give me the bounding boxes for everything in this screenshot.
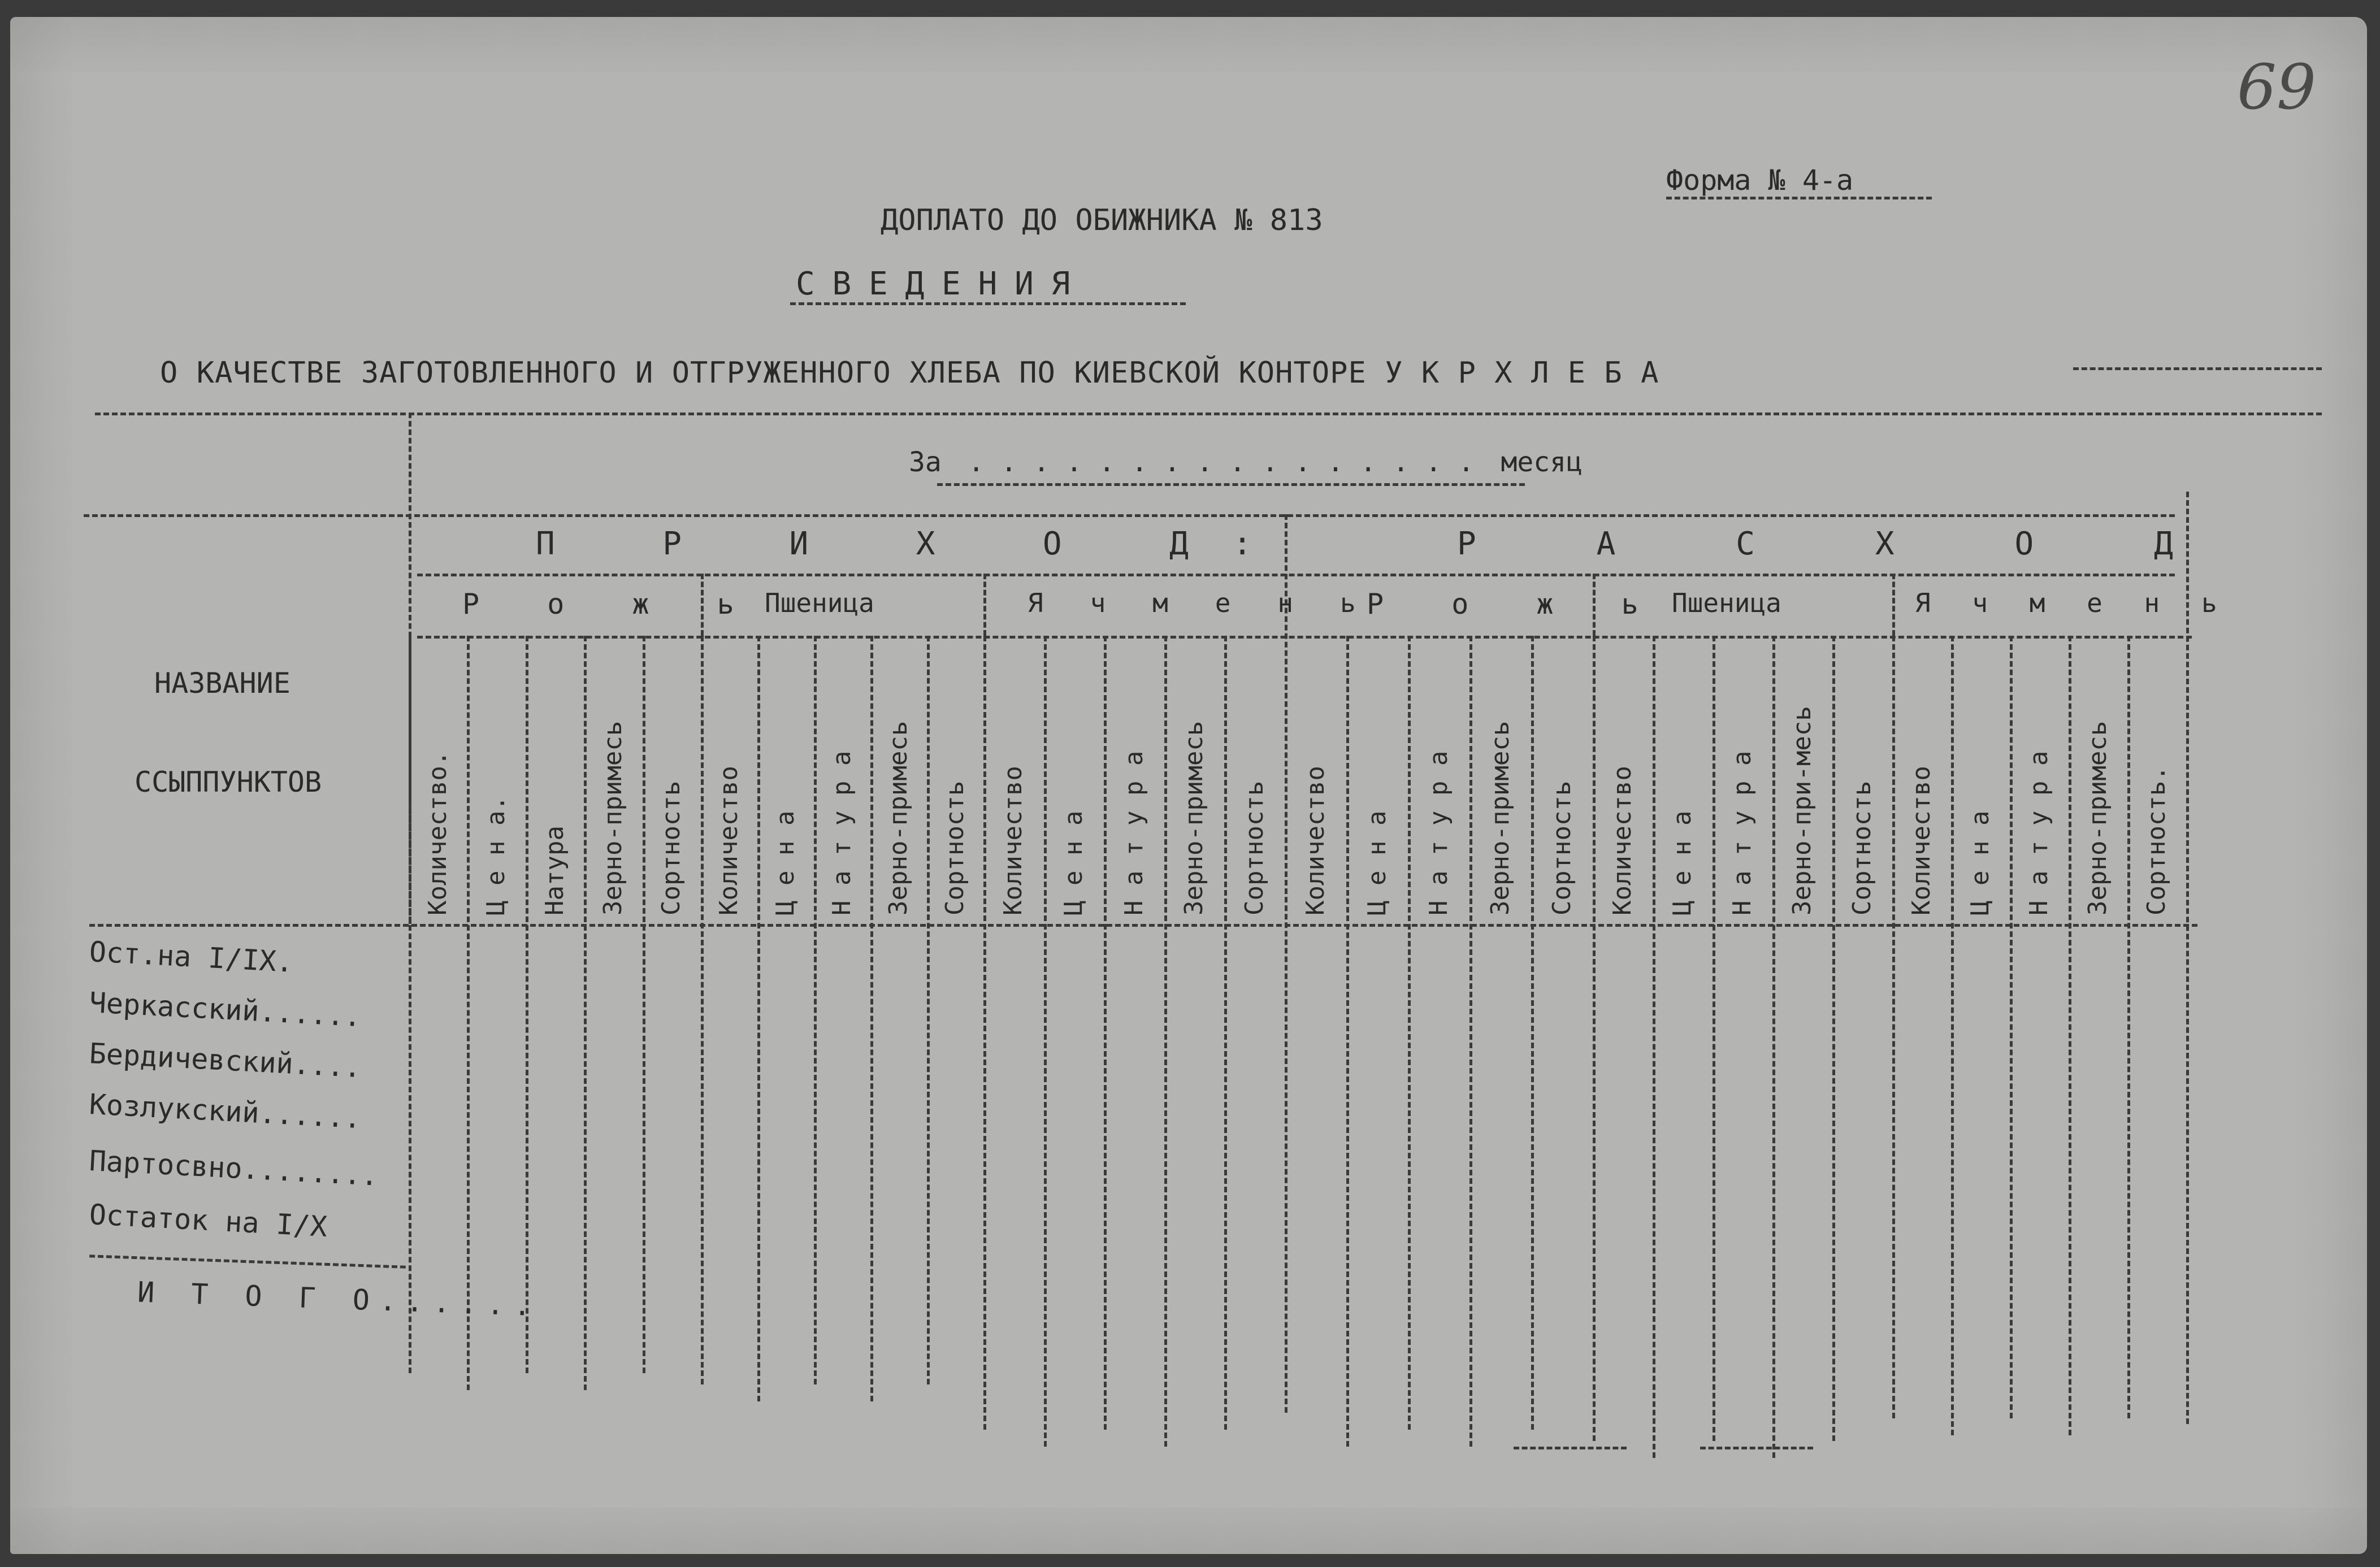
- column-header-income-barley-4: Зерно-примесь: [1180, 720, 1209, 915]
- expense-label: Р А С Х О Д: [1457, 526, 2224, 562]
- period-line: [909, 446, 1583, 478]
- row-label: Партосвно........: [88, 1144, 379, 1192]
- column-header-expense-barley-5: Сортность.: [2142, 766, 2171, 915]
- grain-expense-barley: Я ч м е н ь: [1915, 588, 2230, 618]
- grain-income-wheat: Пшеница: [765, 588, 874, 618]
- heading-underline: [790, 302, 1186, 305]
- column-header-expense-wheat-4: Зерно-при-месь: [1788, 706, 1817, 915]
- column-header-income-wheat-4: Зерно-примесь: [884, 720, 913, 915]
- column-header-expense-wheat-3: Н а т у р а: [1728, 750, 1757, 915]
- table-top-rule: [95, 413, 2322, 415]
- total-label: И Т О Г О......: [137, 1275, 541, 1323]
- row-label: Бердичевский....: [88, 1037, 362, 1084]
- document-sheet: [10, 17, 2367, 1554]
- column-divider: [1469, 636, 1472, 1447]
- column-header-expense-barley-2: Ц е н а: [1966, 810, 1995, 915]
- column-header-expense-rye-2: Ц е н а: [1362, 810, 1391, 915]
- column-header-expense-rye-1: Количество: [1300, 766, 1330, 915]
- column-header-income-rye-1: Количество.: [423, 750, 452, 915]
- column-divider: [1104, 636, 1107, 1430]
- column-header-income-barley-2: Ц е н а: [1059, 810, 1088, 915]
- column-divider: [467, 636, 470, 1390]
- column-divider: [1044, 636, 1047, 1447]
- column-divider: [814, 636, 817, 1384]
- column-header-income-rye-5: Сортность: [657, 780, 686, 915]
- column-divider: [1832, 636, 1835, 1441]
- column-header-expense-barley-4: Зерно-примесь: [2083, 720, 2112, 915]
- column-divider: [1593, 636, 1596, 1441]
- row-label: Козлукский......: [88, 1088, 362, 1135]
- grain-income-barley: Я ч м е н ь: [1028, 588, 1372, 618]
- period-suffix: месяц: [1501, 446, 1583, 478]
- bottom-dash-1: [1514, 1447, 1627, 1449]
- income-label: П Р И Х О Д:: [536, 526, 1297, 562]
- column-divider: [1713, 636, 1715, 1441]
- document-subtitle: О КАЧЕСТВЕ ЗАГОТОВЛЕННОГО И ОТГРУЖЕННОГО ХЛЕБА ПО КИЕВСКОЙ КОНТОРЕ У К Р Х Л Е Б А: [160, 356, 1659, 390]
- column-header-expense-rye-5: Сортность: [1547, 780, 1576, 915]
- column-divider: [1531, 636, 1534, 1430]
- column-header-income-rye-2: Ц е н а.: [482, 796, 511, 915]
- row-label: Ост.на I/IX.: [88, 935, 294, 979]
- column-divider: [927, 636, 930, 1384]
- col-name-line2: ССЫППУНКТОВ: [135, 766, 322, 798]
- document-heading: СВЕДЕНИЯ: [796, 266, 1088, 302]
- column-divider: [409, 636, 411, 1373]
- column-divider: [1892, 636, 1895, 1418]
- row-label: Черкасский......: [88, 986, 362, 1034]
- column-header-expense-barley-3: Н а т у р а: [2024, 750, 2053, 915]
- column-header-income-barley-1: Количество: [999, 766, 1028, 915]
- income-expense-rule: [417, 574, 2175, 576]
- column-divider: [584, 636, 587, 1390]
- period-prefix: За: [909, 446, 942, 478]
- form-label-underline: [1666, 197, 1932, 199]
- column-header-income-rye-4: Зерно-примесь: [598, 720, 627, 915]
- column-divider: [1346, 636, 1349, 1447]
- col-name-line1: НАЗВАНИЕ: [154, 667, 291, 700]
- subtitle-underline-right: [2073, 367, 2322, 370]
- column-divider: [701, 636, 704, 1384]
- form-label: Форма № 4-а: [1666, 164, 1854, 197]
- column-header-income-barley-5: Сортность: [1239, 780, 1269, 915]
- column-header-income-rye-3: Натура: [540, 826, 569, 915]
- column-divider: [757, 636, 760, 1401]
- column-divider: [1951, 636, 1954, 1435]
- column-header-income-wheat-5: Сортность: [940, 780, 969, 915]
- group-top-rule: [84, 514, 2175, 517]
- column-header-income-wheat-3: Н а т у р а: [827, 750, 856, 915]
- column-header-income-wheat-1: Количество: [714, 766, 743, 915]
- column-header-income-barley-3: Н а т у р а: [1119, 750, 1148, 915]
- column-divider: [1772, 636, 1775, 1458]
- column-header-expense-rye-3: Н а т у р а: [1424, 750, 1453, 915]
- column-divider: [2069, 636, 2071, 1435]
- income-expense-divider: [1285, 514, 1287, 1413]
- column-divider: [983, 636, 986, 1430]
- column-divider: [870, 636, 873, 1401]
- column-divider: [526, 636, 528, 1373]
- column-header-expense-wheat-5: Сортность: [1848, 780, 1876, 915]
- column-header-income-wheat-2: Ц е н а: [771, 810, 800, 915]
- column-divider: [1164, 636, 1167, 1447]
- grain-divider-4: [1892, 574, 1895, 636]
- column-header-expense-barley-1: Количество: [1907, 766, 1936, 915]
- bottom-dash-2: [1700, 1447, 1813, 1449]
- period-dots: . . . . . . . . . . . . . . . .: [968, 446, 1475, 478]
- grain-expense-wheat: Пшеница: [1672, 588, 1781, 618]
- grain-rule: [417, 636, 2192, 639]
- grain-expense-rye: Р о ж ь: [1367, 588, 1664, 620]
- column-divider: [1653, 636, 1655, 1458]
- header-bottom-rule: [89, 924, 2197, 927]
- column-divider: [1224, 636, 1227, 1430]
- rows-bottom-rule: [89, 1255, 406, 1269]
- page-number: 69: [2237, 51, 2316, 123]
- column-header-expense-rye-4: Зерно-примесь: [1485, 720, 1515, 915]
- period-underline: [937, 483, 1525, 486]
- column-divider: [2127, 636, 2130, 1418]
- table-right-edge: [2186, 492, 2189, 1424]
- column-divider: [1408, 636, 1411, 1430]
- column-divider: [643, 636, 645, 1373]
- column-divider: [2010, 636, 2013, 1418]
- column-header-expense-wheat-1: Количество: [1608, 766, 1637, 915]
- grain-divider-1: [701, 574, 704, 636]
- grain-income-rye: Р о ж ь: [462, 588, 760, 620]
- grain-divider-2: [983, 574, 986, 636]
- header-line: ДОПЛАТО ДО ОБИЖНИКА № 813: [881, 203, 1323, 237]
- grain-divider-3: [1593, 574, 1596, 636]
- row-label: Остаток на I/X: [88, 1198, 328, 1244]
- column-header-expense-wheat-2: Ц е н а: [1668, 810, 1697, 915]
